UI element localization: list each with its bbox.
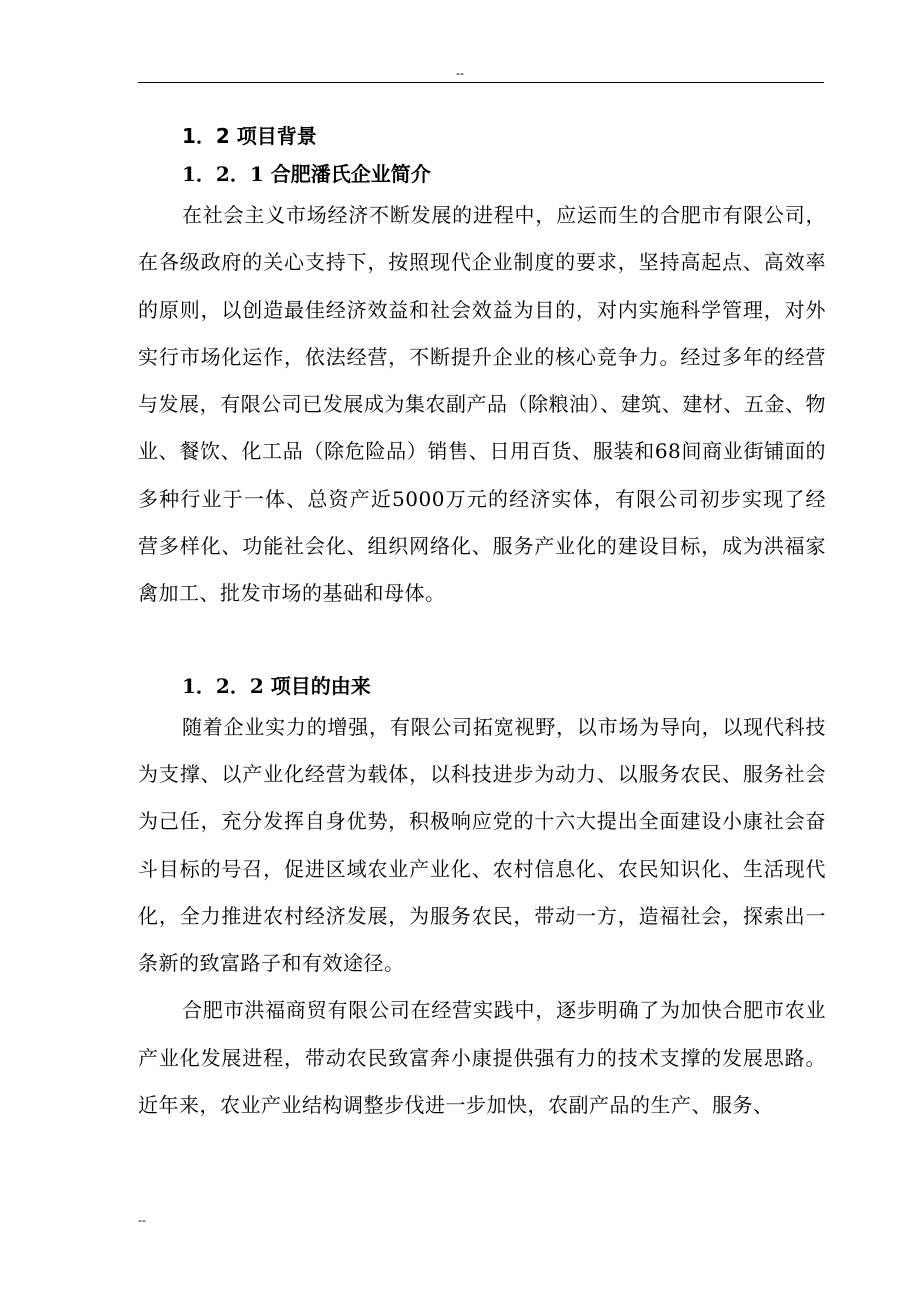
section-title: 1．2 项目背景 bbox=[182, 124, 317, 148]
paragraph-project-origin-2: 合肥市洪福商贸有限公司在经营实践中，逐步明确了为加快合肥市农业产业化发展进程，带动农民致富奔小康提供强有力的技术支撑的发展思路。近年来，农业产业结构调整步伐进一步加快，农副产品的生产、服务、 bbox=[138, 998, 826, 1118]
header-rule bbox=[138, 82, 824, 83]
paragraph-project-origin-1: 随着企业实力的增强，有限公司拓宽视野，以市场为导向，以现代科技为支撑、以产业化经营为载体，以科技进步为动力、以服务农民、服务社会为己任，充分发挥自身优势，积极响应党的十六大提出全面建设小康社会奋斗目标的号召，促进区域农业产业化、农村信息化、农民知识化、生活现代化，全力推进农村经济发展，为服务农民，带动一方，造福社会，探索出一条新的致富路子和有效途径。 bbox=[138, 714, 826, 976]
page-footer-mark: -- bbox=[138, 1213, 146, 1227]
subsection-title-project-origin: 1．2．2 项目的由来 bbox=[182, 673, 371, 698]
paragraph-company-intro: 在社会主义市场经济不断发展的进程中，应运而生的合肥市有限公司，在各级政府的关心支持下，按照现代企业制度的要求，坚持高起点、高效率的原则，以创造最佳经济效益和社会效益为目的，对内实施科学管理，对外实行市场化运作，依法经营，不断提升企业的核心竞争力。经过多年的经营与发展，有限公司已发展成为集农副产品（除粮油）、建筑、建材、五金、物业、餐饮、化工品（除危险品）销售、日用百货、服装和68间商业街铺面的多种行业于一体、总资产近5000万元的经济实体，有限公司初步实现了经营多样化、功能社会化、组织网络化、服务产业化的建设目标，成为洪福家禽加工、批发市场的基础和母体。 bbox=[138, 203, 826, 606]
document-body bbox=[138, 118, 826, 1129]
subsection-title-company-intro: 1．2．1 合肥潘氏企业简介 bbox=[182, 162, 431, 186]
page-header-mark: -- bbox=[456, 66, 464, 80]
section-gap bbox=[138, 618, 826, 668]
